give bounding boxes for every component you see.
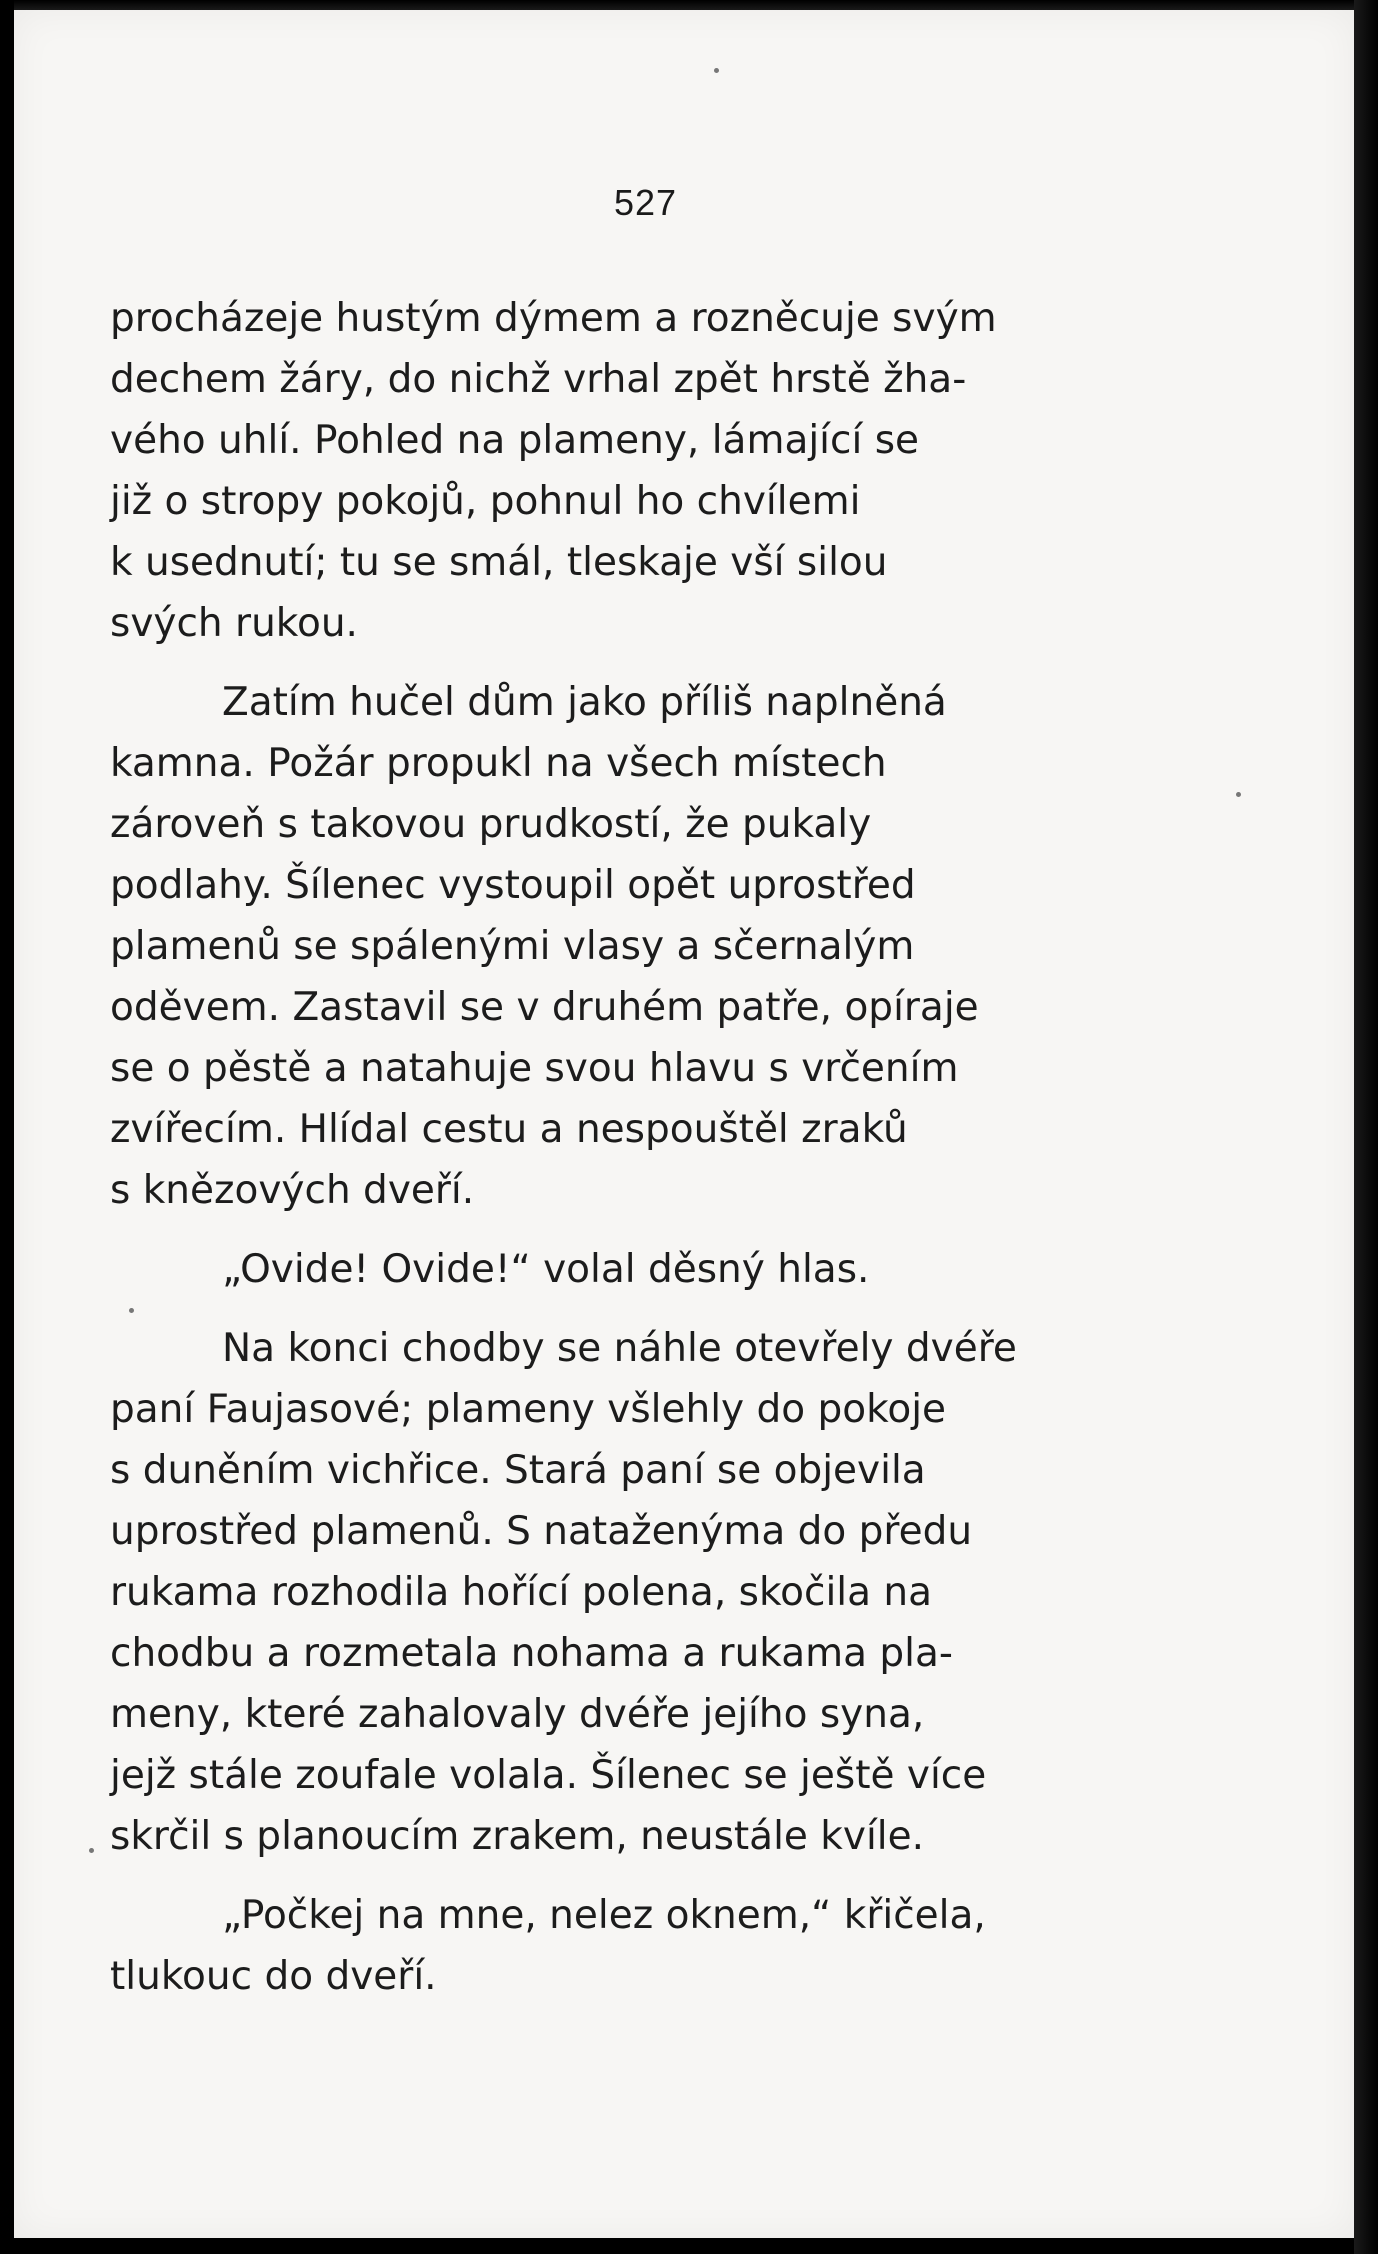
paragraph-2 xyxy=(110,672,1174,1221)
text-line: „Počkej na mne, nelez oknem,“ křičela, xyxy=(222,1893,986,1938)
text-line: tlukouc do dveří. xyxy=(110,1954,437,1999)
text-line: chodbu a rozmetala nohama a rukama pla- xyxy=(110,1631,953,1676)
text-line: Zatím hučel dům jako příliš naplněná xyxy=(222,680,947,725)
text-line: procházeje hustým dýmem a rozněcuje svým xyxy=(110,296,997,341)
paragraph-3 xyxy=(110,1239,1174,1300)
text-line: kamna. Požár propukl na všech místech xyxy=(110,741,887,786)
text-line: se o pěstě a natahuje svou hlavu s vrčením xyxy=(110,1046,959,1091)
paper-speck xyxy=(714,68,719,73)
text-line: již o stropy pokojů, pohnul ho chvílemi xyxy=(110,479,861,524)
paragraph-5 xyxy=(110,1885,1174,2007)
text-line: skrčil s planoucím zrakem, neustále kvíle. xyxy=(110,1814,925,1859)
paper-speck xyxy=(89,1848,94,1853)
text-line: paní Faujasové; plameny všlehly do pokoje xyxy=(110,1387,947,1432)
body-text xyxy=(110,288,1174,2025)
text-line: uprostřed plamenů. S nataženýma do předu xyxy=(110,1509,973,1554)
text-line: s knězových dveří. xyxy=(110,1168,475,1213)
text-line: jejž stále zoufale volala. Šílenec se ještě více xyxy=(110,1753,987,1798)
text-line: zároveň s takovou prudkostí, že pukaly xyxy=(110,802,872,847)
text-line: zvířecím. Hlídal cestu a nespouštěl zraků xyxy=(110,1107,908,1152)
text-line: s duněním vichřice. Stará paní se objevila xyxy=(110,1448,926,1493)
page-number: 527 xyxy=(614,182,678,223)
text-line: rukama rozhodila hořící polena, skočila na xyxy=(110,1570,933,1615)
text-line: dechem žáry, do nichž vrhal zpět hrstě žha- xyxy=(110,357,967,402)
text-line: meny, které zahalovaly dvéře jejího syna, xyxy=(110,1692,925,1737)
text-line: „Ovide! Ovide!“ volal děsný hlas. xyxy=(222,1247,870,1292)
text-line: Na konci chodby se náhle otevřely dvéře xyxy=(222,1326,1017,1371)
paper-speck xyxy=(1236,792,1241,797)
text-line: podlahy. Šílenec vystoupil opět uprostřed xyxy=(110,863,916,908)
paragraph-1 xyxy=(110,288,1174,654)
text-line: plamenů se spálenými vlasy a sčernalým xyxy=(110,924,915,969)
text-line: oděvem. Zastavil se v druhém patře, opíraje xyxy=(110,985,979,1030)
paragraph-4 xyxy=(110,1318,1174,1867)
text-line: k usednutí; tu se smál, tleskaje vší silou xyxy=(110,540,888,585)
scan-edge-top xyxy=(14,0,1354,10)
text-line: svých rukou. xyxy=(110,601,358,646)
scan-edge-right xyxy=(1354,0,1378,2254)
book-page xyxy=(14,10,1354,2238)
text-line: vého uhlí. Pohled na plameny, lámající se xyxy=(110,418,920,463)
